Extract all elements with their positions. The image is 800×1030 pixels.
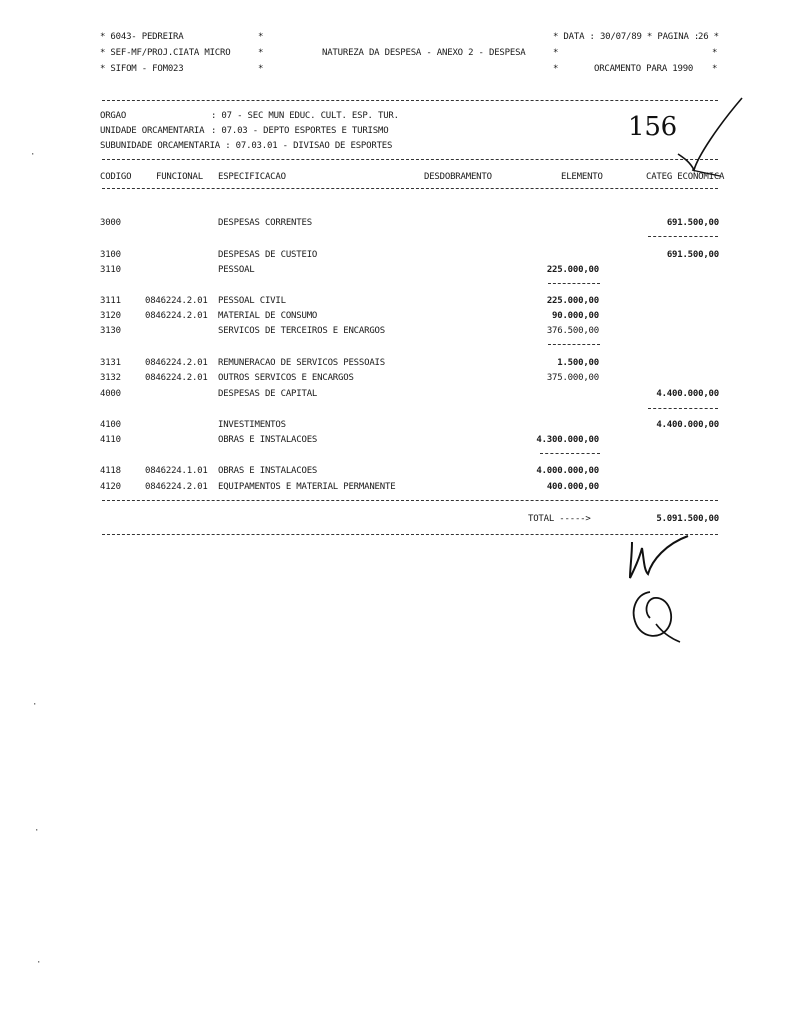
table-bottom-rule <box>102 500 718 501</box>
row-codigo: 3131 <box>100 358 121 368</box>
header-system-line-2: * SEF-MF/PROJ.CIATA MICRO <box>100 48 231 58</box>
subtotal-rule <box>548 344 600 345</box>
scan-speck: · <box>30 150 36 160</box>
header-system-line-1: * 6043- PEDREIRA <box>100 32 184 42</box>
scan-speck: · <box>36 958 42 968</box>
scan-speck: · <box>34 826 40 836</box>
subtotal-rule <box>648 236 718 237</box>
row-codigo: 4110 <box>100 435 121 445</box>
row-especificacao: SERVICOS DE TERCEIROS E ENCARGOS <box>218 326 385 336</box>
row-especificacao: DESPESAS DE CAPITAL <box>218 389 318 399</box>
row-especificacao: REMUNERACAO DE SERVICOS PESSOAIS <box>218 358 385 368</box>
row-funcional: 0846224.2.01 <box>145 296 208 306</box>
row-funcional: 0846224.2.01 <box>145 358 208 368</box>
header-star: * <box>553 48 559 58</box>
row-codigo: 3120 <box>100 311 121 321</box>
row-elemento: 400.000,00 <box>546 482 599 492</box>
row-especificacao: DESPESAS CORRENTES <box>218 218 312 228</box>
row-especificacao: EQUIPAMENTOS E MATERIAL PERMANENTE <box>218 482 396 492</box>
header-star: * <box>712 64 718 74</box>
row-categoria: 4.400.000,00 <box>656 420 719 430</box>
row-elemento: 1.500,00 <box>557 358 599 368</box>
report-title: NATUREZA DA DESPESA - ANEXO 2 - DESPESA <box>322 48 526 58</box>
page-number: 26 * <box>698 32 719 42</box>
row-elemento: 375.000,00 <box>546 373 599 383</box>
row-funcional: 0846224.2.01 <box>145 373 208 383</box>
header-star: * <box>712 48 718 58</box>
budget-year-label: ORCAMENTO PARA 1990 <box>594 64 694 74</box>
col-header-funcional: FUNCIONAL <box>156 172 203 182</box>
row-codigo: 3110 <box>100 265 121 275</box>
col-header-categoria: CATEG ECONOMICA <box>646 172 725 182</box>
subtotal-rule <box>548 283 600 284</box>
subunidade-line: SUBUNIDADE ORCAMENTARIA : 07.03.01 - DIVISAO DE ESPORTES <box>100 141 393 151</box>
page-stamp-number: 156 <box>628 112 678 142</box>
row-codigo: 4118 <box>100 466 121 476</box>
row-categoria: 691.500,00 <box>666 218 719 228</box>
row-funcional: 0846224.1.01 <box>145 466 208 476</box>
total-label: TOTAL -----> <box>528 514 591 524</box>
row-funcional: 0846224.2.01 <box>145 482 208 492</box>
row-codigo: 4000 <box>100 389 121 399</box>
row-codigo: 3100 <box>100 250 121 260</box>
signature-initial-w <box>622 530 702 590</box>
row-codigo: 3130 <box>100 326 121 336</box>
header-star: * <box>258 48 264 58</box>
header-star: * <box>258 64 264 74</box>
scan-speck: · <box>32 700 38 710</box>
row-codigo: 3132 <box>100 373 121 383</box>
signature-initial-q <box>628 588 688 648</box>
row-codigo: 3111 <box>100 296 121 306</box>
unidade-value: : 07.03 - DEPTO ESPORTES E TURISMO <box>211 126 389 136</box>
row-codigo: 4100 <box>100 420 121 430</box>
header-star: * <box>258 32 264 42</box>
header-system-line-3: * SIFOM - FOM023 <box>100 64 184 74</box>
unidade-label: UNIDADE ORCAMENTARIA <box>100 126 205 136</box>
row-codigo: 3000 <box>100 218 121 228</box>
col-header-codigo: CODIGO <box>100 172 132 182</box>
column-header-bottom-rule <box>102 188 718 189</box>
top-divider <box>102 100 718 101</box>
row-especificacao: MATERIAL DE CONSUMO <box>218 311 318 321</box>
row-especificacao: OUTROS SERVICOS E ENCARGOS <box>218 373 354 383</box>
col-header-desdobramento: DESDOBRAMENTO <box>424 172 492 182</box>
row-especificacao: DESPESAS DE CUSTEIO <box>218 250 318 260</box>
subtotal-rule <box>648 408 718 409</box>
row-categoria: 691.500,00 <box>666 250 719 260</box>
row-elemento: 4.000.000,00 <box>536 466 599 476</box>
col-header-elemento: ELEMENTO <box>561 172 603 182</box>
row-elemento: 90.000,00 <box>552 311 599 321</box>
row-especificacao: INVESTIMENTOS <box>218 420 286 430</box>
col-header-especificacao: ESPECIFICACAO <box>218 172 286 182</box>
header-star: * <box>553 64 559 74</box>
row-elemento: 225.000,00 <box>546 296 599 306</box>
row-categoria: 4.400.000,00 <box>656 389 719 399</box>
row-especificacao: OBRAS E INSTALACOES <box>218 435 318 445</box>
check-mark-stroke <box>670 96 750 196</box>
row-elemento: 376.500,00 <box>546 326 599 336</box>
subtotal-rule <box>540 453 600 454</box>
column-header-top-rule <box>102 159 718 160</box>
row-especificacao: OBRAS E INSTALACOES <box>218 466 318 476</box>
orgao-value: : 07 - SEC MUN EDUC. CULT. ESP. TUR. <box>211 111 399 121</box>
orgao-label: ORGAO <box>100 111 127 121</box>
row-especificacao: PESSOAL <box>218 265 255 275</box>
row-especificacao: PESSOAL CIVIL <box>218 296 286 306</box>
total-value: 5.091.500,00 <box>656 514 719 524</box>
row-elemento: 225.000,00 <box>546 265 599 275</box>
row-funcional: 0846224.2.01 <box>145 311 208 321</box>
row-elemento: 4.300.000,00 <box>536 435 599 445</box>
date-page-line: * DATA : 30/07/89 * PAGINA : <box>553 32 700 42</box>
row-codigo: 4120 <box>100 482 121 492</box>
